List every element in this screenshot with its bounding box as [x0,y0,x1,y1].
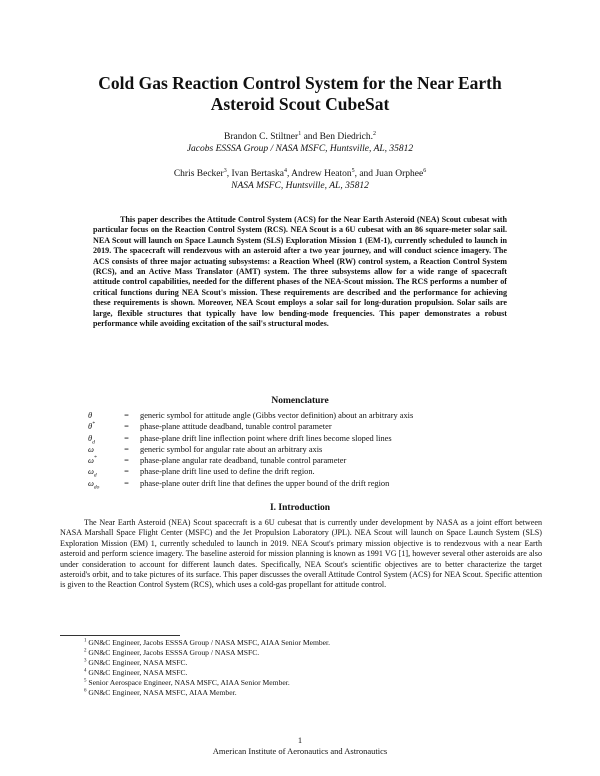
nomenclature-definition: generic symbol for attitude angle (Gibbs vector definition) about an arbitrary axis [140,411,414,420]
nomenclature-row [88,410,548,421]
nomenclature-definition: phase-plane attitude deadband, tunable control parameter [140,422,332,432]
nomenclature-definition: phase-plane drift line used to define the drift region. [140,467,315,477]
page-number: 1 [297,735,303,745]
author-name: Ben Diedrich. [319,132,373,142]
nomenclature-equals: = [124,456,129,466]
section-heading-introduction: I. Introduction [269,503,330,513]
nomenclature-symbol: $\omega_d$ [88,467,97,480]
nomenclature-equals: = [124,433,129,443]
title-line-1: Cold Gas Reaction Control System for the Near Earth [98,73,502,93]
author-footnote-mark: 6 [423,167,427,174]
author-affiliation-2: NASA MSFC, Huntsville, AL, 35812 [231,181,369,191]
nomenclature-heading: Nomenclature [271,396,329,406]
nomenclature-row [88,478,548,489]
footnote-divider [60,635,180,636]
author-footnote-mark: 3 [223,167,227,174]
nomenclature-symbol: ω [88,444,94,454]
page-footer: American Institute of Aeronautics and Astronautics [212,746,388,756]
footnote: $^6$ GN&C Engineer, NASA MSFC, AIAA Member. [84,688,237,697]
footnote: $^1$ GN&C Engineer, Jacobs ESSSA Group / NASA MSFC, AIAA Senior Member. [84,638,331,647]
nomenclature-definition: phase-plane angular rate deadband, tunable control parameter [140,456,347,466]
nomenclature-definition: phase-plane outer drift line that defines the upper bound of the drift region [140,478,390,488]
author-name: Chris Becker [173,169,224,179]
nomenclature-row [88,455,548,466]
nomenclature-equals: = [124,422,129,432]
footnote: $^3$ GN&C Engineer, NASA MSFC. [84,658,188,667]
author-names-2: Chris Becker$^3$, Ivan Bertaska$^4$, Andrew Heaton$^5$, and Juan Orphee$^6$ [173,167,427,179]
nomenclature-list [88,410,548,489]
author-name: Juan Orphee [375,169,424,179]
nomenclature-equals: = [124,478,129,488]
introduction-paragraph: The Near Earth Asteroid (NEA) Scout spacecraft is a 6U cubesat that is currently under development by NASA as a joint effort between NASA Marshall Space Flight Center (MSFC) and the Jet Propulsion Laboratory (JPL). NEA Scout will launch on Space Launch System (SLS) Exploration Mission (EM) 1, currently scheduled to launch in 2019. NEA Scout's primary mission objective is to rendezvous with a near Earth asteroid and perform science imagery. The baseline asteroid for mission planning is known as 1991 VG [1], however several other asteroids are also under consideration to account for different launch dates. Specifically, NEA Scout's scientific objectives are to better characterize the target asteroid's orbit, and to take pictures of its surface. This paper discusses the overall Attitude Control System (ACS) for NEA Scout. Specific attention is given to the Reaction Control System (RCS), which uses a cold-gas propellant for attitude control. [60,518,542,590]
author-footnote-mark: 4 [283,167,287,174]
nomenclature-symbol: θ [88,411,93,420]
nomenclature-symbol: $\theta_d$ [88,433,95,446]
author-footnote-mark: 1 [298,130,302,137]
author-name: Andrew Heaton [291,169,352,179]
nomenclature-row [88,433,548,444]
nomenclature-symbol: θ* [88,421,95,432]
author-affiliation-1: Jacobs ESSSA Group / NASA MSFC, Huntsville, AL, 35812 [186,144,414,154]
nomenclature-equals: = [124,411,129,420]
author-footnote-mark: 5 [351,167,355,174]
author-footnote-mark: 2 [372,130,376,137]
nomenclature-row [88,466,548,480]
abstract: This paper describes the Attitude Control System (ACS) for the Near Earth Asteroid (NEA) Scout cubesat with particular focus on the Reaction Control System (RCS). NEA Scout is a 6U cubesat with an 86 square-meter solar sail. NEA Scout will launch on Space Launch System (SLS) Exploration Mission 1 (EM-1), currently scheduled to launch in 2019. The spacecraft will rendezvous with an asteroid after a two year journey, and will conduct science imagery. The ACS consists of three major actuating subsystems: a Reaction Wheel (RW) control system, a Reaction Control System (RCS), and an Active Mass Translator (AMT) system. The three subsystems allow for a wide range of spacecraft attitude control capabilities, needed for the different phases of the NEA-Scout mission. The RCS performs a number of critical functions during NEA Scout's mission. These requirements are described and the performance for achieving these requirements is shown. Moreover, NEA Scout employs a solar sail for long-duration propulsion. Solar sails are large, flexible structures that typically have low bending-mode frequencies. This paper demonstrates a robust performance while avoiding excitation of the sail's structural modes. [93,215,507,329]
author-block-1 [60,131,540,155]
nomenclature-definition: generic symbol for angular rate about an arbitrary axis [140,444,323,454]
paper-title [60,73,540,115]
author-name: Brandon C. Stiltner [224,132,299,142]
footnotes [84,638,330,698]
nomenclature-definition: phase-plane drift line inflection point where drift lines become sloped lines [140,433,392,443]
nomenclature-symbol: $\omega_{do}$ [88,478,100,491]
author-names-1: Brandon C. Stiltner$^1$ and Ben Diedrich.$^2$ [224,130,376,142]
nomenclature-equals: = [124,444,129,454]
nomenclature-row [88,444,548,455]
author-name: Ivan Bertaska [231,169,284,179]
nomenclature-symbol: ω* [88,455,97,466]
author-block-2 [60,168,540,192]
title-line-2: Asteroid Scout CubeSat [210,94,390,114]
nomenclature-row [88,421,548,432]
nomenclature-equals: = [124,467,129,477]
footnote: $^5$ Senior Aerospace Engineer, NASA MSFC, AIAA Senior Member. [84,678,290,687]
footnote: $^2$ GN&C Engineer, Jacobs ESSSA Group / NASA MSFC. [84,648,260,657]
footnote: $^4$ GN&C Engineer, NASA MSFC. [84,668,188,677]
